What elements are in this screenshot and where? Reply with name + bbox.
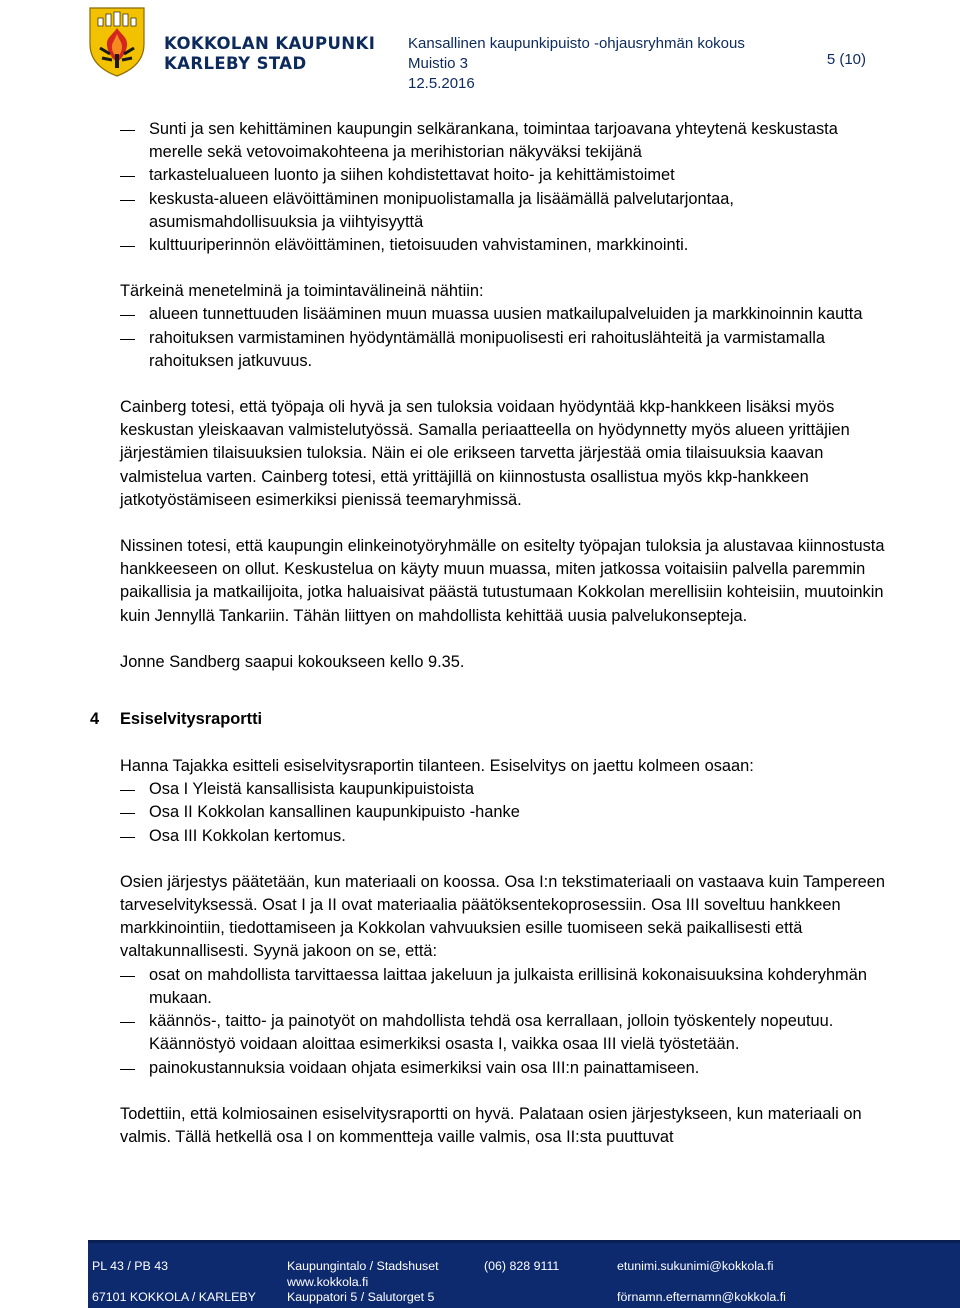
coat-of-arms-icon	[86, 4, 148, 78]
org-name-fi: KOKKOLAN KAUPUNKI	[164, 34, 376, 53]
report-parts-list	[120, 778, 890, 848]
paragraph-cainberg: Cainberg totesi, että työpaja oli hyvä ja sen tuloksia voidaan hyödyntää kkp-hankkeen lisäksi myös keskustan yleiskaavan valmistelutyössä. Samalla periaatteella on hyödynnetty myös alueen yrittäjien järjestämien tilaisuuksien tuloksia. Näin ei ole erikseen tarvetta järjestää omia tilaisuuksia kaavan valmistelua varten. Cainberg totesi, että yrittäjillä on kiinnostusta osallistua myös kkp-hankkeen jatkotyöstämiseen esimerkiksi pienissä teemaryhmissä.	[120, 398, 850, 509]
list-item: Osa III Kokkolan kertomus.	[120, 825, 890, 848]
section-heading	[90, 708, 890, 731]
page-number: 5 (10)	[826, 51, 866, 68]
paragraph-methods: Tärkeinä menetelminä ja toimintavälineinä nähtiin:	[120, 282, 484, 301]
footer-email-fi[interactable]: etunimi.sukunimi@kokkola.fi	[617, 1259, 774, 1273]
list-item: Sunti ja sen kehittäminen kaupungin selkärankana, toimintaa tarjoavana yhteytenä keskustasta merelle sekä vetovoimakohteena ja merihistorian näkyväksi tekijänä	[120, 118, 890, 164]
paragraph-nissinen: Nissinen totesi, että kaupungin elinkeinotyöryhmälle on esitelty työpajan tuloksia ja alustavaa kiinnostusta hankkeeseen on ollut. Keskustelua on käyty muun muassa, miten jatkossa voitaisiin palvella paremmin paikallisia ja matkailijoita, jotka haluaisivat päästä tutustumaan Kokkolan merellisiin kohteisiin, muutoinkin kuin Jennyllä Tankariin. Tähän liittyen on mahdollista kehittää uusia palvelukonsepteja.	[120, 537, 885, 625]
footer-street: Kauppatori 5 / Salutorget 5	[287, 1290, 435, 1304]
section-number: 4	[90, 710, 100, 729]
list-item: keskusta-alueen elävöittäminen monipuolistamalla ja lisäämällä palvelutarjontaa, asumismahdollisuuksia ja viihtyisyyttä	[120, 188, 890, 234]
reasons-list	[120, 964, 890, 1080]
paragraph-hanna: Hanna Tajakka esitteli esiselvitysraportin tilanteen. Esiselvitys on jaettu kolmeen osaan:	[120, 757, 754, 776]
list-item: osat on mahdollista tarvittaessa laittaa jakeluun ja julkaista erillisinä kokonaisuuksina kohderyhmän mukaan.	[120, 964, 890, 1010]
list-item: painokustannuksia voidaan ohjata esimerkiksi vain osa III:n painattamiseen.	[120, 1057, 890, 1080]
list-item: rahoituksen varmistaminen hyödyntämällä monipuolisesti eri rahoituslähteitä ja varmistamalla rahoituksen jatkuvuus.	[120, 327, 890, 373]
list-item: alueen tunnettuuden lisääminen muun muassa uusien matkailupalveluiden ja markkinoinnin kautta	[120, 303, 890, 326]
footer-email-sv[interactable]: förnamn.efternamn@kokkola.fi	[617, 1290, 786, 1304]
footer-website-link[interactable]: www.kokkola.fi	[287, 1275, 369, 1289]
city-logo	[86, 4, 376, 78]
list-item: tarkastelualueen luonto ja siihen kohdistettavat hoito- ja kehittämistoimet	[120, 164, 890, 187]
paragraph-osien: Osien järjestys päätetään, kun materiaali on koossa. Osa I:n tekstimateriaali on vastaava kuin Tampereen tarveselvityksessä. Osat I ja II ovat materiaalia päätöksentekoprosessiin. Osa III soveltuu hankkeen markkinointiin, tiedottamiseen ja Kokkolan vahvuuksien esille tuomiseen sekä paikallisesti että valtakunnallisesti. Syynä jakoon on se, että:	[120, 872, 885, 961]
methods-list	[120, 303, 890, 373]
footer-postal: 67101 KOKKOLA / KARLEBY	[92, 1290, 256, 1304]
document-header	[408, 34, 745, 94]
paragraph-todettiin: Todettiin, että kolmiosainen esiselvitysraportti on hyvä. Palataan osien järjestykseen, kun materiaali on valmis. Tällä hetkellä osa I on kommentteja vaille valmis, osa II:sta puuttuvat	[120, 1104, 862, 1146]
page-footer	[88, 1240, 960, 1308]
document-body	[90, 118, 890, 1149]
goals-list	[120, 118, 890, 257]
list-item: kulttuuriperinnön elävöittäminen, tietoisuuden vahvistaminen, markkinointi.	[120, 234, 890, 257]
org-name-sv: KARLEBY STAD	[164, 54, 307, 73]
footer-building: Kaupungintalo / Stadshuset	[287, 1259, 439, 1273]
memo-number: Muistio 3	[408, 55, 469, 72]
footer-po-box: PL 43 / PB 43	[92, 1259, 169, 1273]
paragraph-jonne: Jonne Sandberg saapui kokoukseen kello 9.35.	[120, 652, 465, 671]
footer-phone: (06) 828 9111	[484, 1259, 560, 1273]
list-item: Osa II Kokkolan kansallinen kaupunkipuisto -hanke	[120, 801, 890, 824]
meeting-date: 12.5.2016	[408, 75, 475, 92]
list-item: Osa I Yleistä kansallisista kaupunkipuistoista	[120, 778, 890, 801]
meeting-title: Kansallinen kaupunkipuisto -ohjausryhmän kokous	[408, 35, 745, 52]
list-item: käännös-, taitto- ja painotyöt on mahdollista tehdä osa kerrallaan, jolloin työskentely nopeutuu. Käännöstyö voidaan aloittaa esimerkiksi osasta I, vaikka osaa III vielä työstetään.	[120, 1010, 890, 1056]
section-title: Esiselvitysraportti	[120, 710, 263, 729]
